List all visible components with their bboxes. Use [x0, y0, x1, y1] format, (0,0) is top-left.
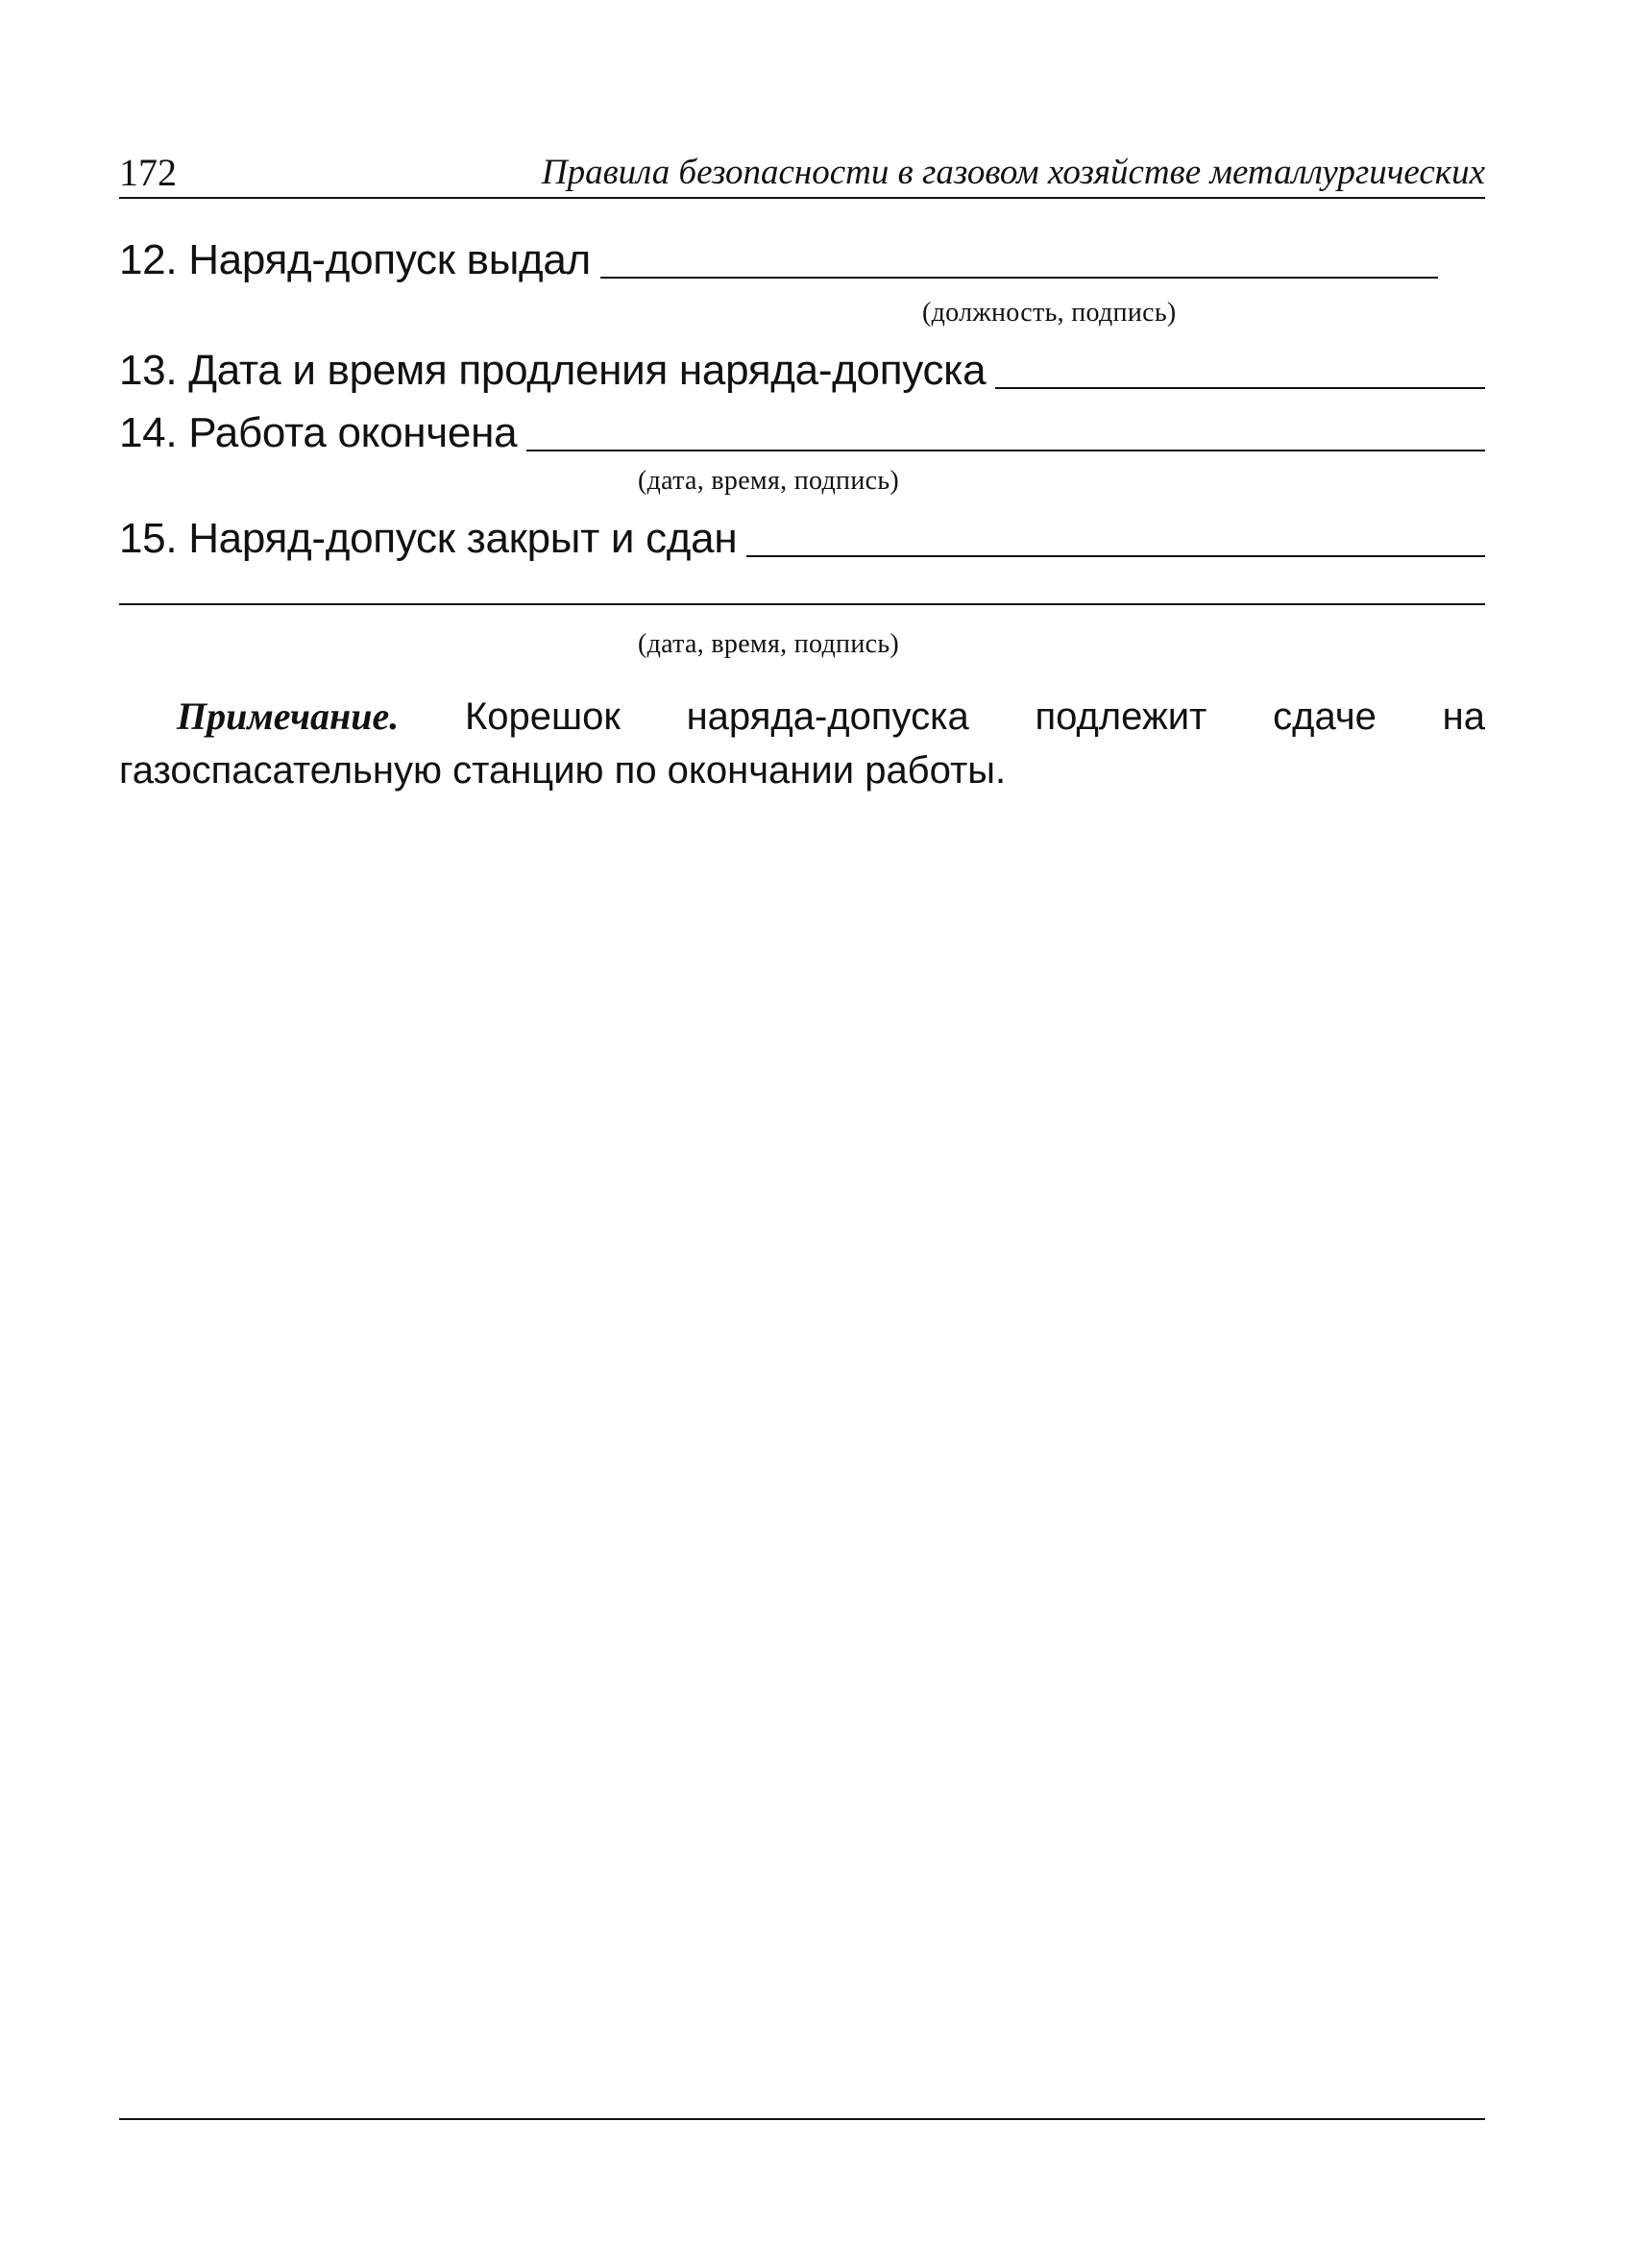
item-15-fill-line [746, 555, 1485, 557]
form-item-15 [119, 509, 1485, 563]
item-14-fill-line [526, 450, 1485, 451]
form-item-14 [119, 403, 1485, 457]
note-text: Корешок наряда-допуска подлежит сдаче на газоспасательную станцию по окончании работы. [119, 695, 1485, 792]
footer-rule [119, 2118, 1485, 2120]
item-13-fill-line [995, 387, 1485, 389]
form-item-13 [119, 341, 1485, 395]
item-12-label: 12. Наряд-допуск выдал [119, 236, 591, 283]
item-13-label: 13. Дата и время продления наряда-допуска [119, 347, 987, 394]
note-title: Примечание. [177, 695, 400, 738]
item-14-label: 14. Работа окончена [119, 409, 518, 456]
item-15-caption: (дата, время, подпись) [638, 629, 900, 659]
note-paragraph [119, 690, 1485, 797]
running-title: Правила безопасности в газовом хозяйстве металлургических [541, 153, 1485, 192]
item-12-caption: (должность, подпись) [922, 298, 1177, 328]
form-item-12 [119, 231, 1485, 284]
item-15-label: 15. Наряд-допуск закрыт и сдан [119, 515, 738, 562]
header-rule [119, 197, 1485, 199]
item-15-continuation-line [119, 603, 1485, 605]
item-14-caption: (дата, время, подпись) [638, 466, 900, 496]
item-12-fill-line [600, 277, 1438, 279]
page-number: 172 [119, 151, 177, 194]
